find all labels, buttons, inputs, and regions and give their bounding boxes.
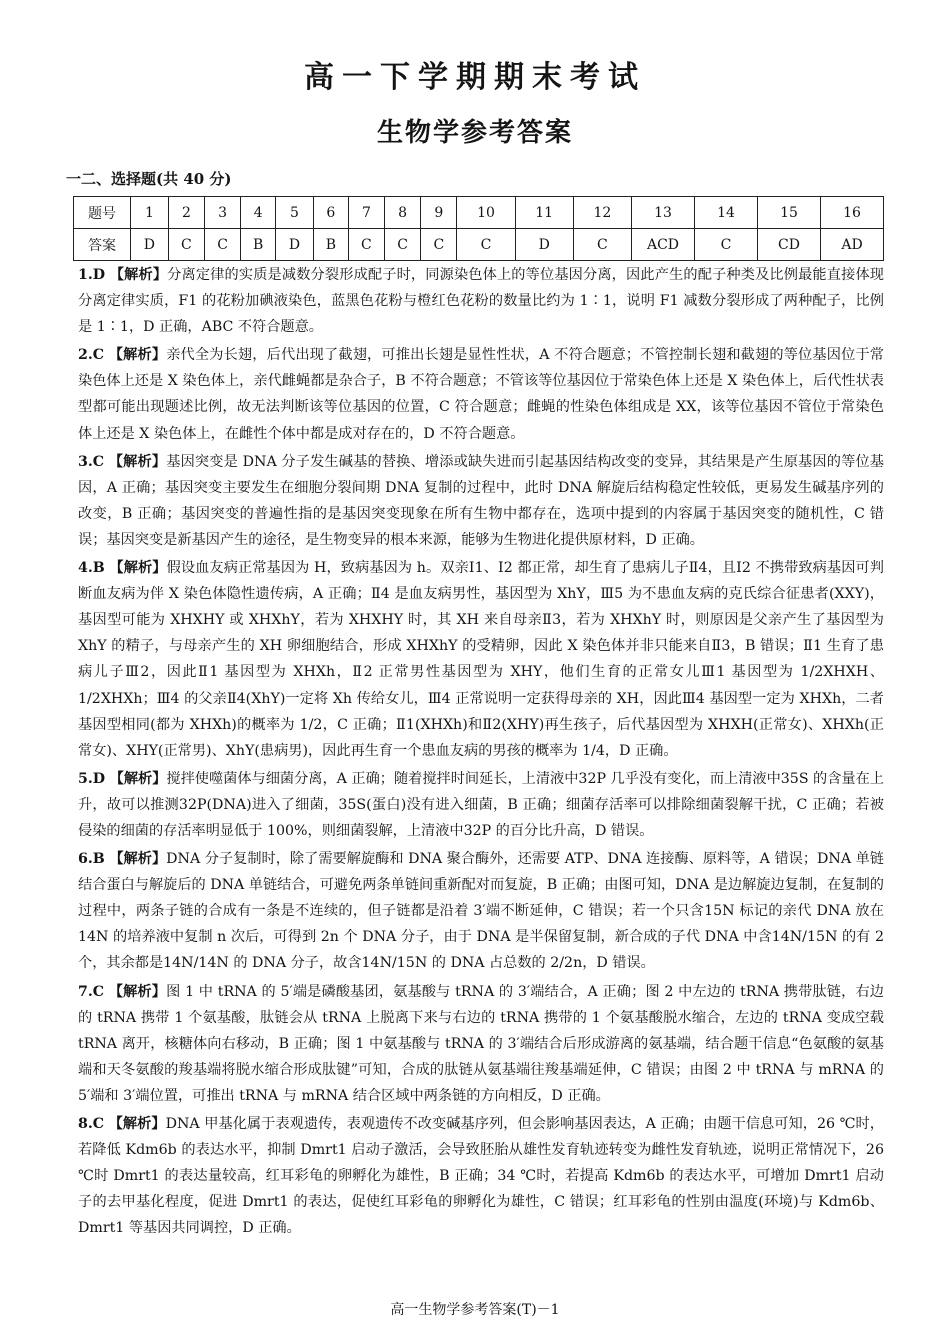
item-number: 4.B — [78, 560, 105, 577]
item-number: 8.C — [78, 1116, 105, 1132]
analysis-tag: 【解析】 — [109, 560, 167, 577]
table-cell-answer: C — [695, 229, 758, 261]
table-cell-number: 9 — [421, 197, 457, 229]
table-cell-number: 11 — [515, 197, 573, 229]
table-cell-answer: C — [348, 229, 384, 261]
item-number: 7.C — [78, 983, 105, 1000]
explanation-text: DNA 甲基化属于表观遗传，表观遗传不改变碱基序列，但会影响基因表达，A 正确；由题干信息可知，26 ℃时，若降低 Kdm6b 的表达水平，抑制 Dmrt1 启动子激活，会导致胚胎从雄性发育轨迹转变为雌性发育轨迹，说明正常情况下，26 ℃时 Dmrt1 的表达量较高，红耳彩龟的卵孵化为雄性，B 正确；34 ℃时，若提高 Kdm6b 的表达水平，可增加 Dmrt1 启动子的去甲基化程度，促进 Dmrt1 的表达，促使红耳彩龟的卵孵化为雄性，C 错误；红耳彩龟的性别由温度(环境)与 Kdm6b、Dmrt1 等基因共同调控，D 正确。 — [78, 1116, 884, 1237]
analysis-tag: 【解析】 — [109, 267, 168, 283]
table-cell-answer: C — [457, 229, 515, 261]
table-cell-answer: C — [205, 229, 241, 261]
table-cell-number: 1 — [131, 197, 169, 229]
analysis-tag: 【解析】 — [108, 347, 167, 364]
table-cell-answer: CD — [758, 229, 821, 261]
explanation-item — [78, 979, 884, 1109]
explanation-item — [78, 449, 884, 553]
explanation-text: 图 1 中 tRNA 的 5′端是磷酸基团，氨基酸与 tRNA 的 3′端结合，A 正确；图 2 中左边的 tRNA 携带肽链，右边的 tRNA 携带 1 个氨基酸，肽链会从 tRNA 上脱离下来与右边的 tRNA 携带的 1 个氨基酸脱水缩合，左边的 tRNA 变成空载 tRNA 离开，核糖体向右移动，B 正确；图 1 中氨基酸与 tRNA 的 3′端结合后形成游离的氨基端，结合题干信息“色氨酸的氨基端和天冬氨酸的羧基端将脱水缩合形成肽键”可知，合成的肽链从氨基端往羧基端延伸，C 错误；由图 2 中 tRNA 与 mRNA 的 5′端和 3′端位置，可推出 tRNA 与 mRNA 结合区域中两条链的方向相反，D 正确。 — [78, 983, 884, 1104]
table-cell-answer: D — [515, 229, 573, 261]
item-number: 5.D — [78, 770, 106, 787]
answer-table-number-row — [74, 197, 884, 229]
table-cell-answer: C — [421, 229, 457, 261]
table-cell-answer: C — [573, 229, 631, 261]
explanation-text: 亲代全为长翅，后代出现了截翅，可推出长翅是显性性状，A 不符合题意；不管控制长翅和截翅的等位基因位于常染色体上还是 X 染色体上，亲代雌蝇都是杂合子，B 不符合题意；不管该等位基因位于常染色体上还是 X 染色体上，后代性状表型都可能出现题述比例，故无法判断该等位基因的位置，C 符合题意；雌蝇的性染色体组成是 XX，该等位基因不管位于常染色体上还是 X 染色体上，在雌性个体中都是成对存在的，D 不符合题意。 — [78, 347, 884, 442]
table-cell-number: 3 — [205, 197, 241, 229]
table-cell-number: 6 — [313, 197, 348, 229]
table-cell-answer: D — [131, 229, 169, 261]
table-cell-number: 10 — [457, 197, 515, 229]
table-cell-number: 15 — [758, 197, 821, 229]
table-cell-number: 7 — [348, 197, 384, 229]
table-cell-answer: ACD — [632, 229, 695, 261]
explanation-text: 假设血友病正常基因为 H，致病基因为 h。双亲Ⅰ1、Ⅰ2 都正常，却生育了患病儿子Ⅱ4，且Ⅰ2 不携带致病基因可判断血友病为伴 X 染色体隐性遗传病，A 正确；Ⅱ4 是血友病男性，基因型为 XhY，Ⅲ5 为不患血友病的克氏综合征患者(XXY)，基因型可能为 XHXHY 或 XHXhY，若为 XHXHY 时，其 XH 来自母亲Ⅱ3，若为 XHXhY 时，则原因是父亲产生了基因型为 XhY 的精子，与母亲产生的 XH 卵细胞结合，形成 XHXhY 的受精卵，因此 X 染色体并非只能来自Ⅱ3，B 错误；Ⅱ1 生育了患病儿子Ⅲ2，因此Ⅱ1 基因型为 XHXh，Ⅱ2 正常男性基因型为 XHY，他们生育的正常女儿Ⅲ1 基因型为 1/2XHXH、1/2XHXh；Ⅲ4 的父亲Ⅱ4(XhY)一定将 Xh 传给女儿，Ⅲ4 正常说明一定获得母亲的 XH，因此Ⅲ4 基因型一定为 XHXh，二者基因型相同(都为 XHXh)的概率为 1/2，C 正确；Ⅱ1(XHXh)和Ⅱ2(XHY)再生孩子，后代基因型为 XHXH(正常女)、XHXh(正常女)、XHY(正常男)、XhY(患病男)，因此再生育一个患血友病的男孩的概率为 1/4，D 正确。 — [78, 560, 884, 759]
answer-table — [73, 196, 884, 261]
table-cell-answer: C — [385, 229, 421, 261]
table-cell-number: 5 — [276, 197, 314, 229]
table-cell-answer: B — [313, 229, 348, 261]
table-cell-number: 16 — [821, 197, 884, 229]
explanation-text: 分离定律的实质是减数分裂形成配子时，同源染色体上的等位基因分离，因此产生的配子种类及比例最能直接体现分离定律实质，F1 的花粉加碘液染色，蓝黑色花粉与橙红色花粉的数量比约为 1∶1，说明 F1 减数分裂形成了两种配子，比例是 1∶1，D 正确，ABC 不符合题意。 — [78, 267, 884, 336]
explanation-item — [78, 262, 884, 340]
table-cell-number: 13 — [632, 197, 695, 229]
explanation-text: 搅拌使噬菌体与细菌分离，A 正确；随着搅拌时间延长，上清液中32P 几乎没有变化，而上清液中35S 的含量在上升，故可以推测32P(DNA)进入了细菌，35S(蛋白)没有进入细菌，B 正确；细菌存活率可以排除细菌裂解干扰，C 正确；若被侵染的细菌的存活率明显低于 100%，则细菌裂解，上清液中32P 的百分比升高，D 错误。 — [78, 770, 884, 839]
row-label-answer: 答案 — [74, 229, 131, 261]
table-cell-number: 14 — [695, 197, 758, 229]
table-cell-number: 12 — [573, 197, 631, 229]
table-cell-answer: D — [276, 229, 314, 261]
section-heading: 一二、选择题(共 40 分) — [66, 170, 232, 188]
explanation-item — [78, 342, 884, 446]
analysis-tag: 【解析】 — [108, 453, 167, 470]
analysis-tag: 【解析】 — [108, 983, 167, 1000]
explanation-item — [78, 846, 884, 976]
table-cell-answer: B — [241, 229, 276, 261]
table-cell-answer: AD — [821, 229, 884, 261]
item-number: 2.C — [78, 347, 105, 364]
page-footer: 高一生物学参考答案(T)－1 — [390, 1302, 560, 1318]
row-label-number: 题号 — [74, 197, 131, 229]
explanation-item — [78, 555, 884, 764]
table-cell-number: 8 — [385, 197, 421, 229]
explanation-item — [78, 1111, 884, 1241]
page-subtitle: 生物学参考答案 — [376, 118, 573, 148]
item-number: 3.C — [78, 453, 105, 470]
explanation-text: DNA 分子复制时，除了需要解旋酶和 DNA 聚合酶外，还需要 ATP、DNA 连接酶、原料等，A 错误；DNA 单链结合蛋白与解旋后的 DNA 单链结合，可避免两条单链间重新配对而复旋，B 正确；由图可知，DNA 是边解旋边复制，在复制的过程中，两条子链的合成有一条是不连续的，但子链都是沿着 3′端不断延伸，C 错误；若一个只含15N 标记的亲代 DNA 放在14N 的培养液中复制 n 次后，可得到 2n 个 DNA 分子，由于 DNA 是半保留复制，新合成的子代 DNA 中含14N/15N 的有 2 个，其余都是14N/14N 的 DNA 分子，故含14N/15N 的 DNA 占总数的 2/2n，D 错误。 — [78, 851, 884, 972]
item-number: 6.B — [78, 851, 105, 868]
analysis-tag: 【解析】 — [108, 1116, 166, 1132]
answer-table-answer-row — [74, 229, 884, 261]
item-number: 1.D — [78, 267, 106, 283]
analysis-tag: 【解析】 — [109, 851, 167, 868]
explanations-list — [78, 262, 884, 1243]
page-title: 高一下学期期末考试 — [304, 60, 646, 95]
table-cell-number: 4 — [241, 197, 276, 229]
explanation-item — [78, 766, 884, 844]
table-cell-answer: C — [168, 229, 204, 261]
analysis-tag: 【解析】 — [109, 770, 167, 787]
table-cell-number: 2 — [168, 197, 204, 229]
explanation-text: 基因突变是 DNA 分子发生碱基的替换、增添或缺失进而引起基因结构改变的变异，其结果是产生原基因的等位基因，A 正确；基因突变主要发生在细胞分裂间期 DNA 复制的过程中，此时 DNA 解旋后结构稳定性较低，更易发生碱基序列的改变，B 正确；基因突变的普遍性指的是基因突变现象在所有生物中都存在，选项中提到的内容属于基因突变的随机性，C 错误；基因突变是新基因产生的途径，是生物变异的根本来源，能够为生物进化提供原材料，D 正确。 — [78, 453, 884, 548]
